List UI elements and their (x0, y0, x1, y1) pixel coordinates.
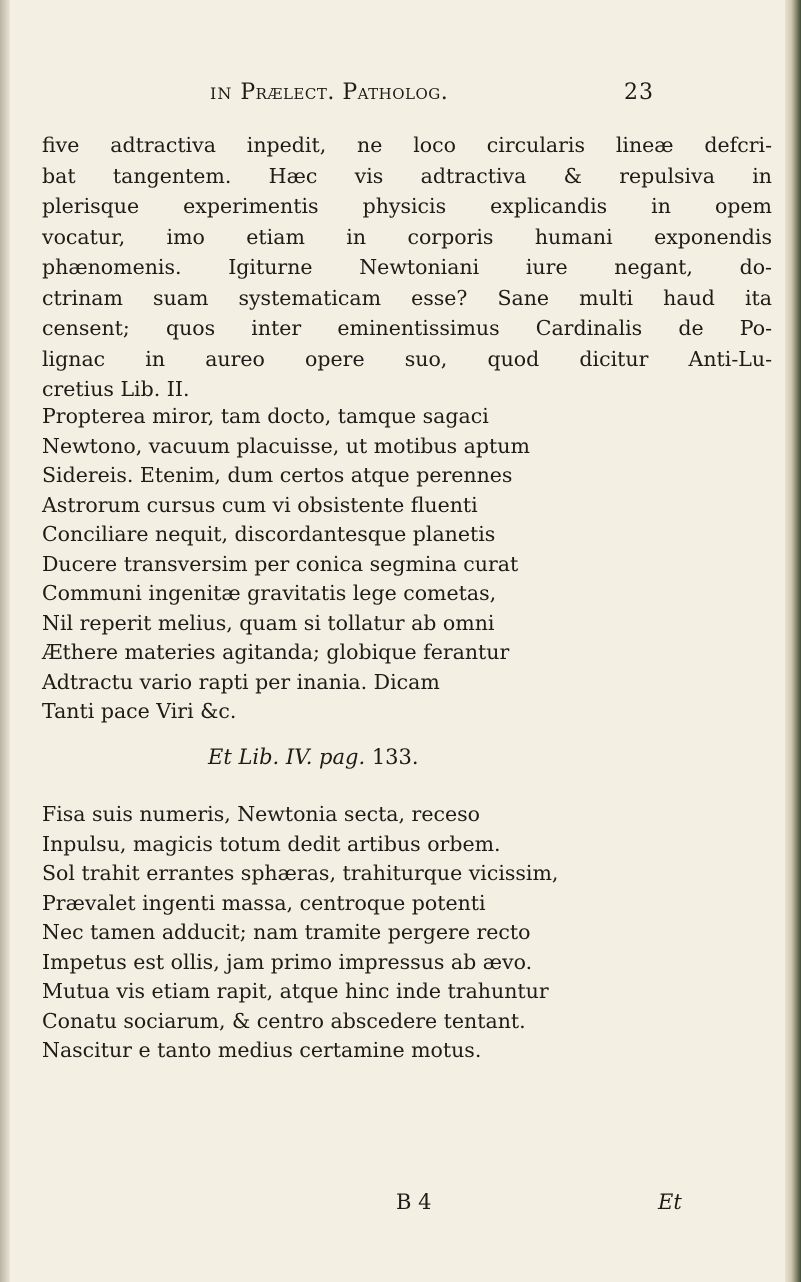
verse-line: Nec tamen adducit; nam tramite pergere recto (42, 920, 531, 944)
citation-text: Et Lib. IV. pag. (208, 745, 366, 769)
verse-line: Astrorum cursus cum vi obsistente fluenti (42, 492, 478, 517)
verse-line: Adtractu vario rapti per inania. Dicam (42, 669, 440, 694)
catchword: Et (658, 1190, 682, 1214)
prose-line: lignac in aureo opere suo, quod dicitur Anti-Lu- (42, 346, 772, 371)
verse-line: Tanti pace Viri &c. (42, 699, 237, 723)
header-title: Prælect. Patholog. (240, 80, 449, 105)
prose-line: censent; quos inter eminentissimus Cardinalis de Po- (42, 316, 772, 340)
verse-block-anti-lucretius-book-4 (42, 800, 772, 1066)
verse-line: Nil reperit melius, quam si tollatur ab omni (42, 610, 495, 635)
verse-line: Prævalet ingenti massa, centroque potenti (42, 890, 486, 915)
verse-line: Impetus est ollis, jam primo impressus ab ævo. (42, 949, 533, 974)
citation-page: 133. (371, 745, 419, 769)
prose-line: plerisque experimentis physicis explicandis in opem (42, 194, 772, 218)
verse-line: Nascitur e tanto medius certamine motus. (42, 1038, 482, 1062)
verse-line: Sol trahit errantes sphæras, trahiturque vicissim, (42, 861, 559, 885)
page-left-edge-shadow (0, 0, 10, 1282)
verse-line: Mutua vis etiam rapit, atque hinc inde trahuntur (42, 979, 549, 1003)
prose-line: five adtractiva inpedit, ne loco circularis lineæ defcri- (42, 133, 772, 157)
prose-line: phænomenis. Igiturne Newtoniani iure negant, do- (42, 255, 772, 279)
verse-block-anti-lucretius-book-2 (42, 402, 772, 727)
prose-line: bat tangentem. Hæc vis adtractiva & repulsiva in (42, 163, 772, 188)
verse-line: Fisa suis numeris, Newtonia secta, receso (42, 802, 480, 826)
prose-paragraph (42, 130, 772, 405)
citation-line (208, 745, 419, 769)
verse-line: Propterea miror, tam docto, tamque sagaci (42, 404, 489, 428)
running-header (210, 80, 654, 105)
prose-line: vocatur, imo etiam in corporis humani exponendis (42, 224, 772, 249)
verse-line: Æthere materies agitanda; globique ferantur (42, 640, 510, 664)
verse-line: Ducere transversim per conica segmina curat (42, 551, 519, 576)
prose-line-last: cretius Lib. II. (42, 377, 190, 401)
header-prefix: IN (210, 84, 233, 103)
verse-line: Newtono, vacuum placuisse, ut motibus aptum (42, 433, 530, 458)
prose-line: ctrinam suam systematicam esse? Sane multi haud ita (42, 285, 772, 310)
verse-line: Conatu sociarum, & centro abscedere tentant. (42, 1008, 526, 1033)
book-page (28, 0, 788, 1282)
verse-line: Inpulsu, magicis totum dedit artibus orbem. (42, 831, 501, 856)
signature-mark: B 4 (396, 1190, 432, 1214)
verse-line: Sidereis. Etenim, dum certos atque perennes (42, 463, 513, 487)
page-number: 23 (624, 80, 654, 105)
verse-line: Communi ingenitæ gravitatis lege cometas, (42, 581, 497, 605)
verse-line: Conciliare nequit, discordantesque planetis (42, 522, 496, 546)
